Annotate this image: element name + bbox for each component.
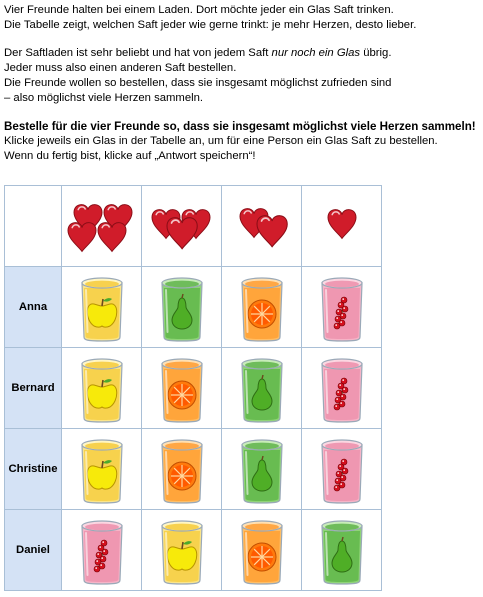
hearts-header (222, 186, 302, 267)
orange-juice-glass-cell[interactable] (142, 348, 222, 429)
currant-juice-glass-icon (62, 513, 141, 587)
table-row (5, 429, 382, 510)
currant-juice-glass-cell[interactable] (302, 429, 382, 510)
heart-icon (328, 210, 356, 239)
corner-cell (5, 186, 62, 267)
heart-icon (167, 218, 197, 249)
intro-line: Wenn du fertig bist, klicke auf „Antwort speichern“! (4, 150, 256, 162)
pear-juice-glass-cell[interactable] (222, 429, 302, 510)
orange-juice-glass-cell[interactable] (222, 510, 302, 591)
intro-line: Die Tabelle zeigt, welchen Saft jeder wie gerne trinkt: je mehr Herzen, desto lieber. (4, 19, 417, 31)
apple-juice-glass-icon (62, 351, 141, 425)
apple-juice-glass-cell[interactable] (142, 510, 222, 591)
pear-juice-glass-cell[interactable] (222, 348, 302, 429)
apple-juice-glass-icon (142, 513, 221, 587)
apple-juice-glass-icon (62, 270, 141, 344)
intro-text: Der Saftladen ist sehr beliebt und hat von jedem Saft (4, 47, 272, 59)
intro-line: – also möglichst viele Herzen sammeln. (4, 92, 204, 104)
intro-line (4, 46, 482, 61)
heart-header-row (5, 186, 382, 267)
pear-juice-glass-icon (222, 432, 301, 506)
task-heading: Bestelle für die vier Freunde so, dass sie insgesamt möglichst viele Herzen sammeln! (4, 120, 476, 133)
orange-juice-glass-icon (222, 513, 301, 587)
intro-text: übrig. (360, 47, 392, 59)
person-name: Bernard (5, 348, 62, 429)
apple-juice-glass-icon (62, 432, 141, 506)
table-row (5, 510, 382, 591)
intro-line: Klicke jeweils ein Glas in der Tabelle an, um für eine Person ein Glas Saft zu bestellen. (4, 135, 438, 147)
intro-line: Die Freunde wollen so bestellen, dass sie insgesamt möglichst zufrieden sind (4, 77, 392, 89)
table-row (5, 348, 382, 429)
pear-juice-glass-cell[interactable] (142, 267, 222, 348)
hearts-header (142, 186, 222, 267)
instructions (4, 3, 482, 164)
currant-juice-glass-icon (302, 270, 381, 344)
heart-icon (68, 223, 96, 252)
apple-juice-glass-cell[interactable] (62, 429, 142, 510)
person-name: Daniel (5, 510, 62, 591)
orange-juice-glass-icon (142, 432, 221, 506)
currant-juice-glass-cell[interactable] (302, 267, 382, 348)
apple-juice-glass-cell[interactable] (62, 348, 142, 429)
currant-juice-glass-cell[interactable] (62, 510, 142, 591)
apple-juice-glass-cell[interactable] (62, 267, 142, 348)
person-name: Christine (5, 429, 62, 510)
currant-juice-glass-icon (302, 351, 381, 425)
person-name: Anna (5, 267, 62, 348)
intro-emphasis: nur noch ein Glas (271, 47, 361, 59)
orange-juice-glass-cell[interactable] (222, 267, 302, 348)
intro-line: Jeder muss also einen anderen Saft bestellen. (4, 62, 237, 74)
orange-juice-glass-icon (142, 351, 221, 425)
juice-preference-table (4, 185, 382, 591)
hearts-header (302, 186, 382, 267)
hearts-header (62, 186, 142, 267)
orange-juice-glass-cell[interactable] (142, 429, 222, 510)
pear-juice-glass-cell[interactable] (302, 510, 382, 591)
pear-juice-glass-icon (142, 270, 221, 344)
heart-icon (257, 216, 287, 247)
pear-juice-glass-icon (222, 351, 301, 425)
currant-juice-glass-icon (302, 432, 381, 506)
currant-juice-glass-cell[interactable] (302, 348, 382, 429)
heart-icon (98, 223, 126, 252)
pear-juice-glass-icon (302, 513, 381, 587)
table-row (5, 267, 382, 348)
orange-juice-glass-icon (222, 270, 301, 344)
intro-line: Vier Freunde halten bei einem Laden. Dort möchte jeder ein Glas Saft trinken. (4, 4, 394, 16)
